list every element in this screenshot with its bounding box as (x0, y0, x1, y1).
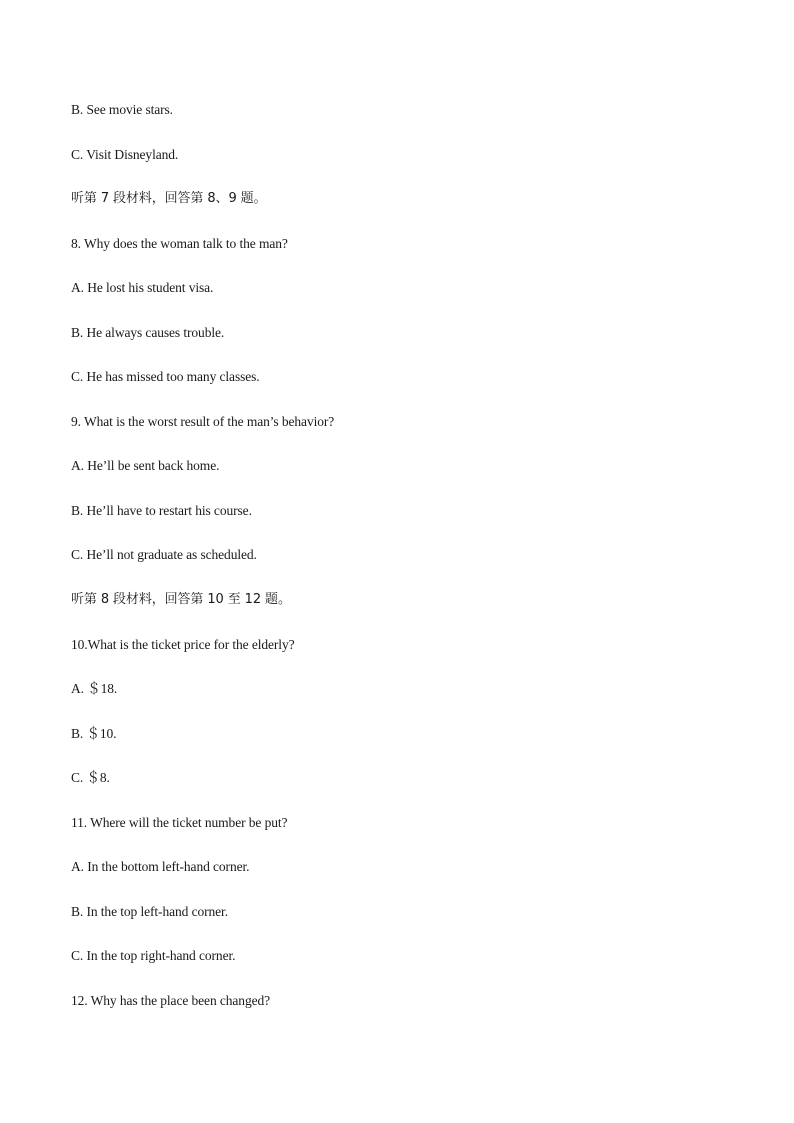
question-9-option-c: C. He’ll not graduate as scheduled. (71, 547, 257, 562)
question-9-option-b: B. He’ll have to restart his course. (71, 503, 252, 518)
question-8-option-c: C. He has missed too many classes. (71, 369, 260, 384)
question-10-option-b: B. ＄10. (71, 726, 117, 741)
question-9-option-a: A. He’ll be sent back home. (71, 458, 220, 473)
question-11-option-b: B. In the top left-hand corner. (71, 904, 228, 919)
option-b-movie-stars: B. See movie stars. (71, 102, 173, 117)
question-8-option-b: B. He always causes trouble. (71, 325, 225, 340)
option-c-disneyland: C. Visit Disneyland. (71, 147, 179, 162)
section-instruction-8: 听第 8 段材料，回答第 10 至 12 题。 (71, 592, 291, 607)
question-11: 11. Where will the ticket number be put? (71, 815, 288, 830)
question-8: 8. Why does the woman talk to the man? (71, 236, 288, 251)
question-10: 10.What is the ticket price for the elderly? (71, 637, 295, 652)
question-10-option-a: A. ＄18. (71, 681, 118, 696)
question-9: 9. What is the worst result of the man’s behavior? (71, 414, 335, 429)
question-11-option-a: A. In the bottom left-hand corner. (71, 859, 250, 874)
question-8-option-a: A. He lost his student visa. (71, 280, 214, 295)
question-11-option-c: C. In the top right-hand corner. (71, 948, 236, 963)
question-10-option-c: C. ＄8. (71, 770, 110, 785)
question-12: 12. Why has the place been changed? (71, 993, 271, 1008)
section-instruction-7: 听第 7 段材料，回答第 8、9 题。 (71, 191, 267, 206)
